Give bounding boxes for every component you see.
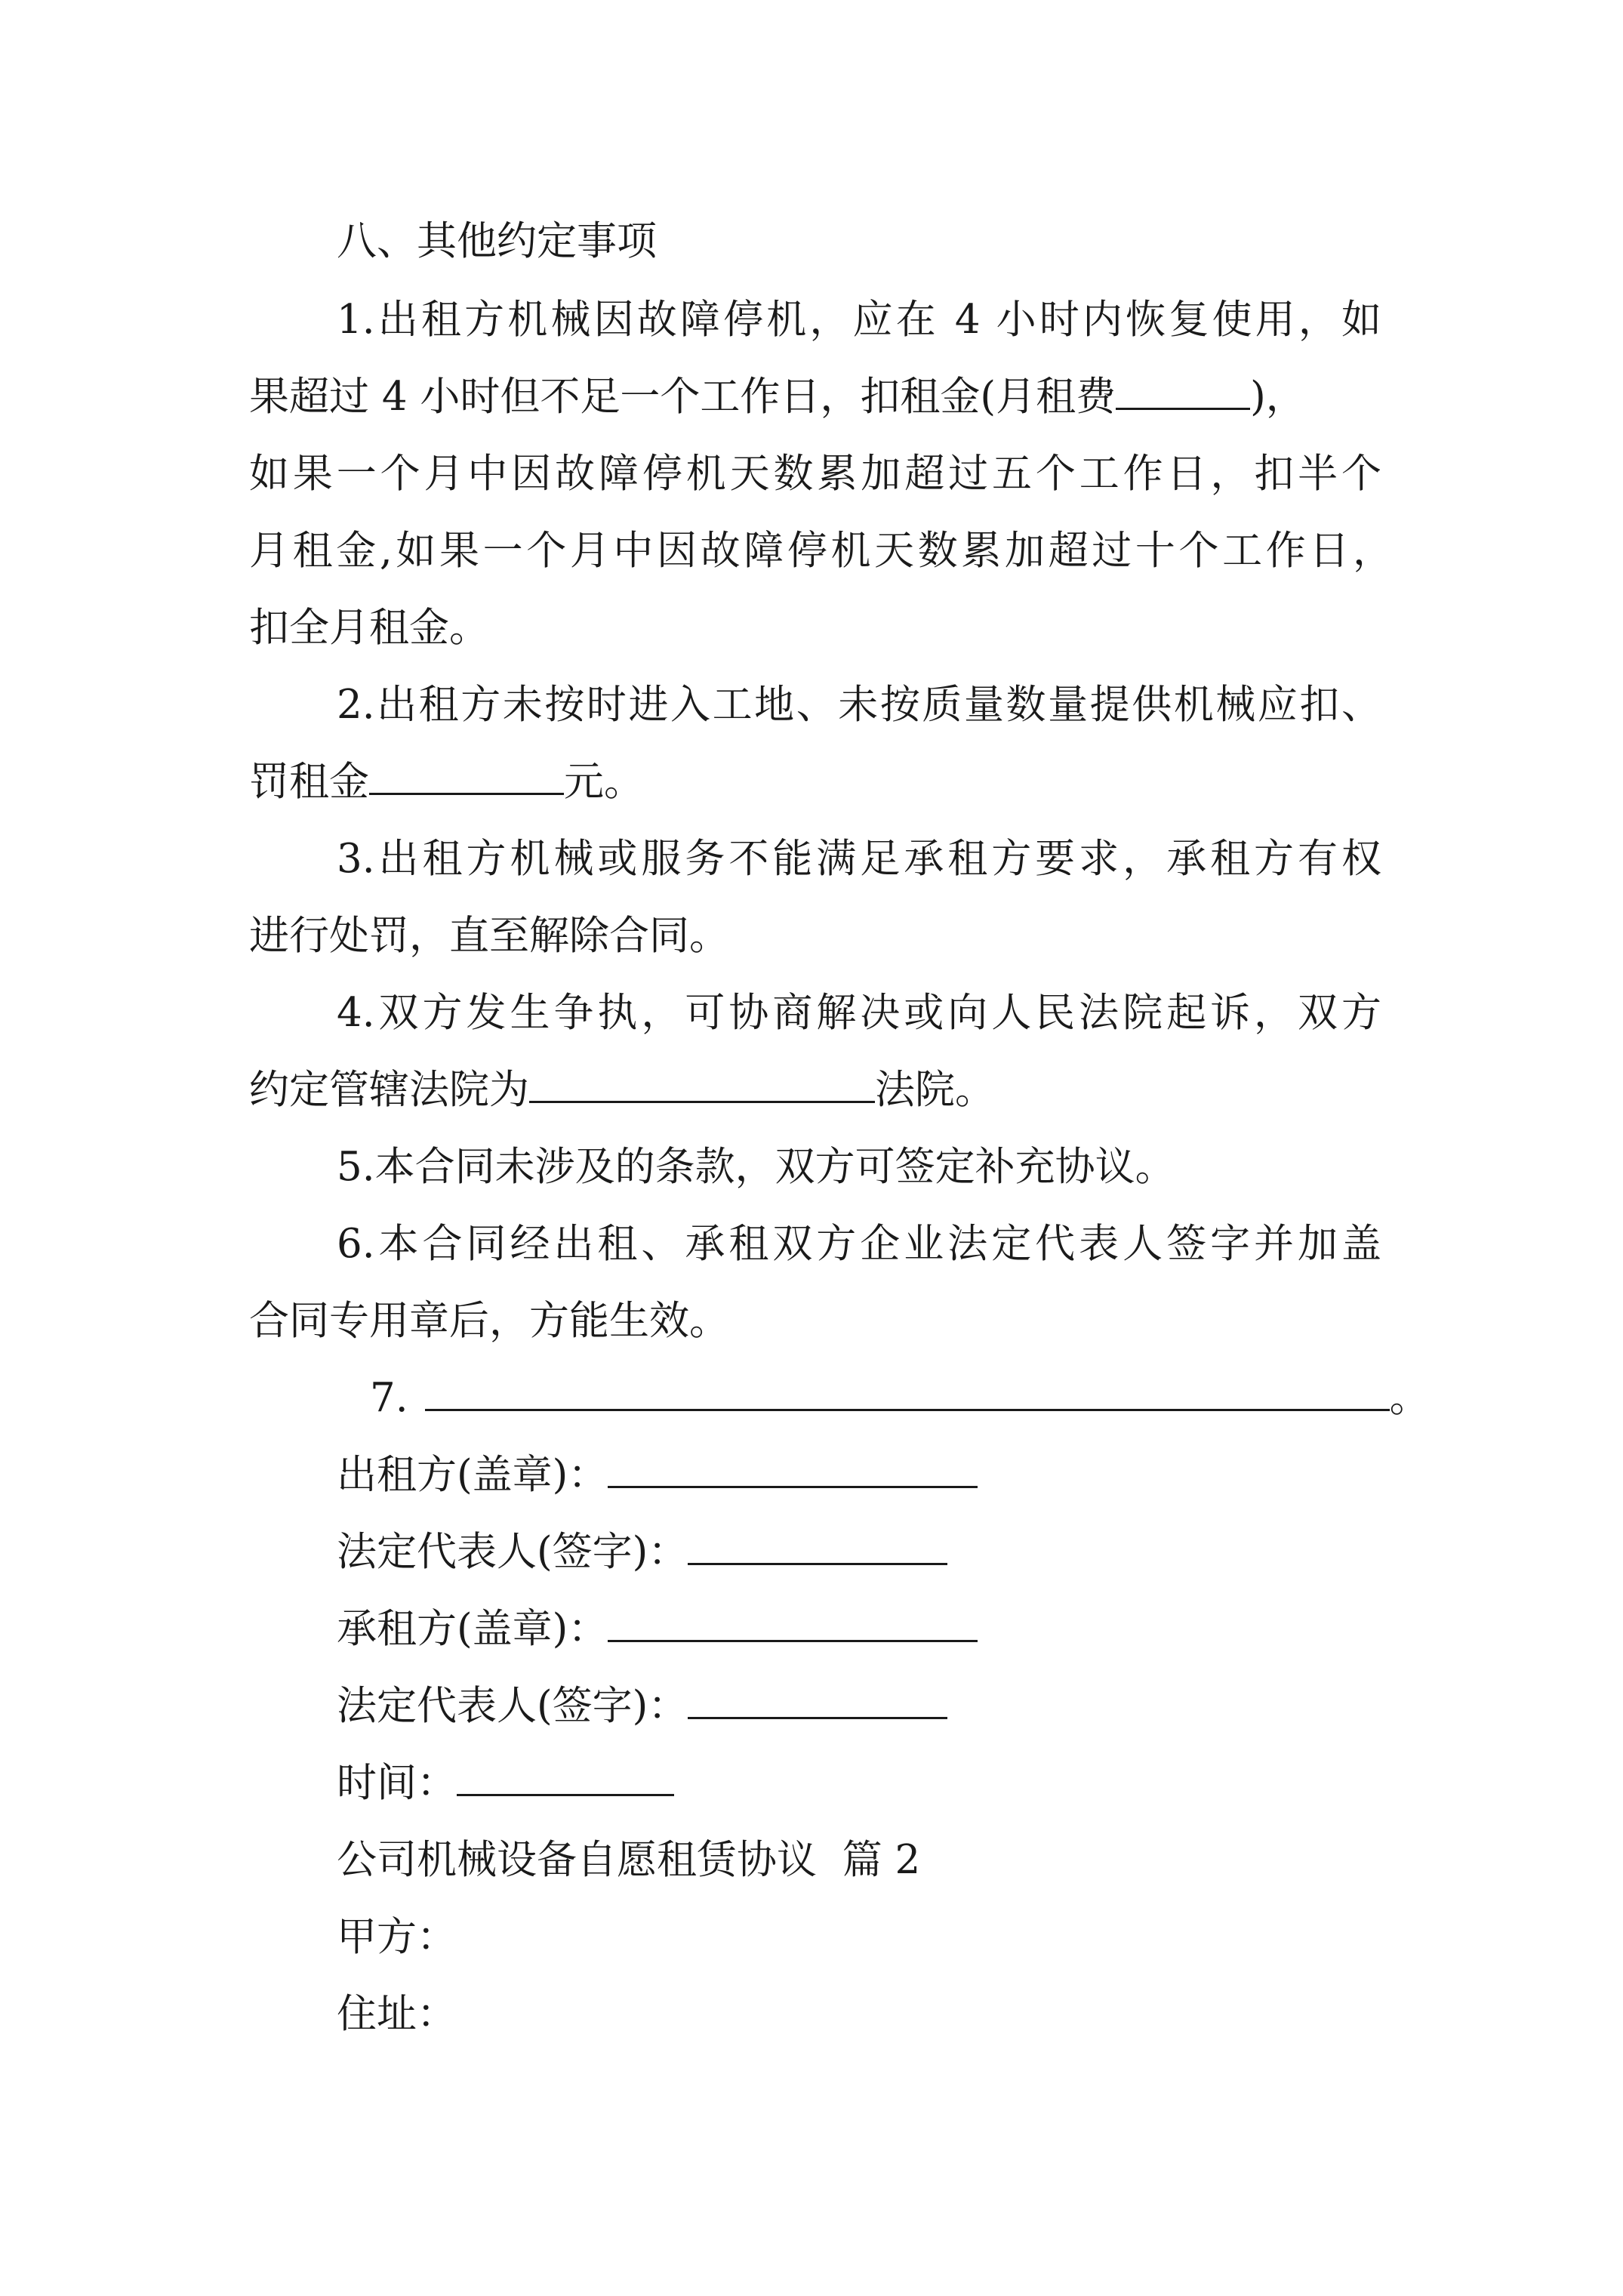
lessee-seal-label: 承租方(盖章)： xyxy=(337,1606,608,1652)
clause-7-blank xyxy=(425,1365,1390,1411)
lessee-rep-label: 法定代表人(签字)： xyxy=(337,1683,688,1729)
lessor-seal-blank xyxy=(608,1442,978,1488)
penalty-amount-blank xyxy=(369,749,564,795)
clause-3-line-1: 3.出租方机械或服务不能满足承租方要求，承租方有权 xyxy=(337,836,1381,882)
date-blank xyxy=(457,1750,674,1796)
clause-7-end: 。 xyxy=(1389,1375,1430,1421)
lessor-rep-blank xyxy=(688,1519,947,1565)
lessee-rep-line xyxy=(337,1669,947,1744)
monthly-rent-blank xyxy=(1116,364,1250,410)
clause-7-line xyxy=(370,1361,1430,1436)
date-label: 时间： xyxy=(337,1760,457,1806)
party-a-label: 甲方： xyxy=(337,1914,457,1960)
clause-1-line-3: 如果一个月中因故障停机天数累加超过五个工作日，扣半个 xyxy=(249,451,1381,497)
clause-1-line-1: 1.出租方机械因故障停机，应在 4 小时内恢复使用，如 xyxy=(337,297,1381,343)
clause-1-line-4: 月租金,如果一个月中因故障停机天数累加超过十个工作日， xyxy=(249,528,1393,574)
lessee-rep-blank xyxy=(688,1673,947,1719)
clause-2-text-end: 元。 xyxy=(564,759,644,805)
clause-4-line-2 xyxy=(249,1052,995,1128)
clause-5-line-1: 5.本合同未涉及的条款，双方可签定补充协议。 xyxy=(337,1144,1175,1190)
clause-2-text: 罚租金 xyxy=(249,759,369,805)
clause-1-text: 果超过 4 小时但不足一个工作日，扣租金(月租费 xyxy=(249,374,1116,420)
lessor-seal-line xyxy=(337,1438,978,1513)
agreement-2-title: 公司机械设备自愿租赁协议 篇 2 xyxy=(337,1837,921,1883)
clause-7-number: 7. xyxy=(370,1375,408,1421)
section-heading: 八、其他约定事项 xyxy=(337,218,657,264)
clause-6-line-2: 合同专用章后，方能生效。 xyxy=(249,1298,729,1344)
lessor-rep-label: 法定代表人(签字)： xyxy=(337,1529,688,1575)
clause-1-line-2 xyxy=(249,359,1306,435)
lessee-seal-line xyxy=(337,1592,978,1667)
clause-1-line-5: 扣全月租金。 xyxy=(249,605,489,651)
date-line xyxy=(337,1746,674,1821)
clause-2-line-2 xyxy=(249,744,644,820)
clause-1-text-end: )， xyxy=(1250,374,1306,420)
clause-6-line-1: 6.本合同经出租、承租双方企业法定代表人签字并加盖 xyxy=(337,1221,1381,1267)
court-name-blank xyxy=(529,1057,875,1103)
clause-4-text: 约定管辖法院为 xyxy=(249,1067,529,1113)
lessee-seal-blank xyxy=(608,1596,978,1642)
clause-4-line-1: 4.双方发生争执，可协商解决或向人民法院起诉，双方 xyxy=(337,990,1381,1036)
clause-3-line-2: 进行处罚，直至解除合同。 xyxy=(249,913,729,959)
lessor-seal-label: 出租方(盖章)： xyxy=(337,1452,608,1498)
lessor-rep-line xyxy=(337,1515,947,1590)
address-label: 住址： xyxy=(337,1991,457,2037)
clause-4-text-end: 法院。 xyxy=(875,1067,995,1113)
clause-2-line-1: 2.出租方未按时进入工地、未按质量数量提供机械应扣、 xyxy=(337,682,1381,728)
